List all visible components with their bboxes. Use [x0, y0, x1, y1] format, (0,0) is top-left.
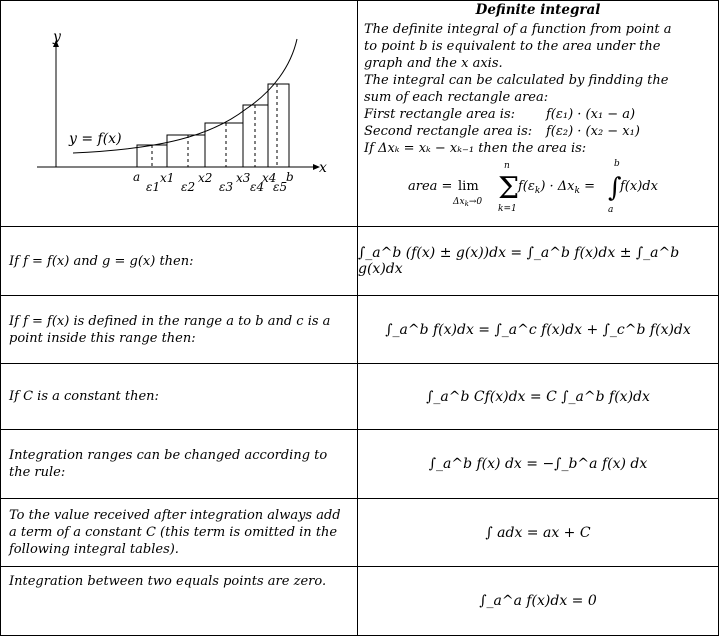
y-axis-label: y — [53, 29, 61, 45]
epsilon-label: ε4 — [250, 180, 265, 194]
function-label: y = f(x) — [69, 131, 122, 147]
intro-line: to point b is equivalent to the area under the — [364, 39, 661, 54]
formula-text: ∫ adx = ax + C — [485, 524, 591, 541]
rectangle-2 — [167, 135, 205, 167]
rule-formula — [358, 499, 718, 566]
tick-label: x2 — [198, 171, 213, 185]
rule-text: If C is a constant then: — [9, 389, 159, 404]
svg-text:∫: ∫ — [608, 173, 622, 203]
tick-label: x3 — [236, 171, 251, 185]
formula-text: ∫_a^a f(x)dx = 0 — [479, 593, 597, 609]
formula-text: ∫_a^b f(x) dx = −∫_b^a f(x) dx — [428, 456, 648, 472]
svg-text:n: n — [504, 161, 510, 171]
svg-text:area =: area = — [408, 179, 453, 194]
epsilon-label: ε5 — [273, 180, 288, 194]
epsilon-label: ε2 — [181, 180, 196, 194]
intro-line: The definite integral of a function from point a — [364, 22, 672, 37]
rule-formula — [358, 567, 718, 635]
section-title: Definite integral — [475, 2, 601, 18]
riemann-sum-graph — [1, 1, 357, 226]
area-formula — [358, 156, 718, 226]
rule-text: If f = f(x) is defined in the range a to b and c is a point inside this range then: — [9, 313, 331, 346]
formula-text: ∫_a^b Cf(x)dx = C ∫_a^b f(x)dx — [426, 388, 650, 405]
rule-text: Integration ranges can be changed according to the rule: — [9, 448, 328, 480]
rule-text: To the value received after integration always add a term of a constant C (this term is omitted in the following integral tables). — [9, 508, 341, 557]
epsilon-label: ε1 — [146, 180, 161, 194]
svg-text:k=1: k=1 — [498, 204, 517, 214]
svg-text:Σ: Σ — [498, 171, 520, 206]
rule-formula — [358, 430, 718, 498]
x-axis-label: x — [319, 160, 327, 176]
svg-text:Δxk→0: $\Delta x_k\to 0$ — [453, 197, 483, 208]
epsilon-label: ε3 — [219, 180, 234, 194]
formula-text: ∫_a^b f(x)dx = ∫_a^c f(x)dx + ∫_c^b f(x)dx — [385, 321, 691, 338]
formula-text: ∫_a^b (f(x) ± g(x))dx = ∫_a^b f(x)dx ± ∫_a^b g(x)dx — [358, 245, 680, 277]
tick-label: b — [286, 170, 294, 184]
second-rect-label: Second rectangle area is: — [364, 124, 533, 139]
rule-formula — [358, 296, 718, 363]
intro-line: sum of each rectangle area: — [364, 90, 549, 105]
svg-text:f(εk) · Δxk =: $f(\varepsilon_k) \cdot \Delta x_k$ = — [518, 179, 596, 196]
svg-text:f(x)dx: f(x)dx — [620, 179, 658, 194]
rectangle-5 — [268, 84, 289, 167]
delta-line: If Δxₖ = xₖ − xₖ₋₁ then the area is: — [364, 141, 587, 156]
tick-label: x4 — [262, 171, 277, 185]
second-rect-formula: f(ε₂) · (x₂ − x₁) — [546, 124, 640, 139]
rule-formula — [358, 227, 718, 295]
rule-text: Integration between two equals points are zero. — [9, 574, 327, 589]
rule-text: If f = f(x) and g = g(x) then: — [9, 253, 194, 269]
rule-formula — [358, 364, 718, 429]
intro-line: graph and the x axis. — [364, 56, 503, 71]
svg-text:a: a — [608, 205, 614, 215]
tick-label: x1 — [160, 171, 175, 185]
first-rect-label: First rectangle area is: — [364, 107, 516, 122]
svg-text:lim: lim — [458, 179, 479, 194]
first-rect-formula: f(ε₁) · (x₁ − a) — [546, 107, 636, 122]
intro-line: The integral can be calculated by findding the — [364, 73, 669, 88]
svg-text:b: b — [614, 159, 620, 169]
tick-label: a — [133, 170, 141, 184]
